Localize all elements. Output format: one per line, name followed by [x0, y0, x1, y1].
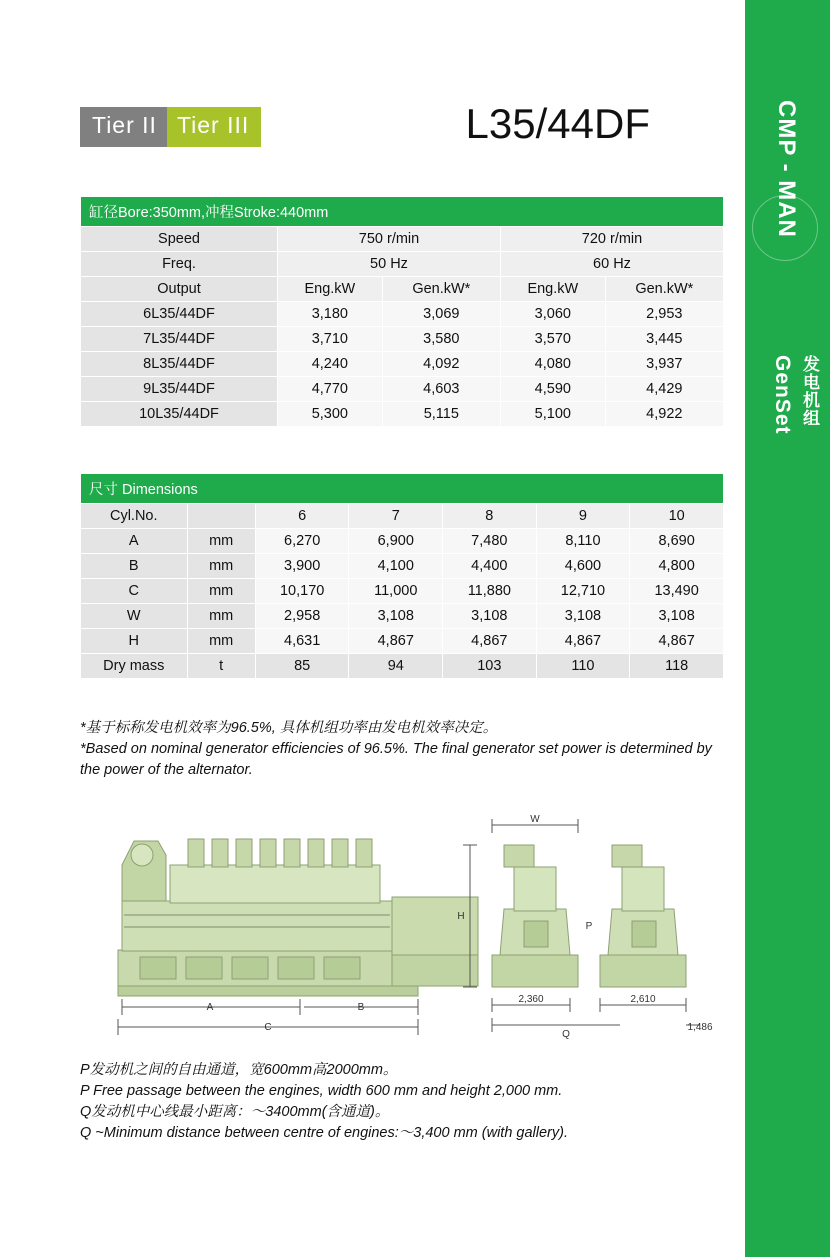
note-p-cn: P发动机之间的自由通道，宽600mm高2000mm。	[80, 1062, 398, 1078]
sidebar-divider	[740, 0, 745, 1257]
dim-value-2360: 2,360	[518, 994, 544, 1005]
tier2-badge: Tier II	[80, 107, 167, 147]
dim-row-label: A	[81, 529, 188, 554]
table-row	[81, 579, 724, 604]
dim-row-label: W	[81, 604, 188, 629]
gen-kw-60: 3,445	[605, 327, 723, 352]
model-name: 7L35/44DF	[81, 327, 278, 352]
gen-kw-50: 3,069	[382, 302, 500, 327]
dim-value: 4,800	[630, 554, 724, 579]
dim-value: 11,000	[349, 579, 443, 604]
dim-label-H: H	[457, 911, 465, 922]
dim-row-label: Dry mass	[81, 654, 188, 679]
eng-kw-60: 5,100	[500, 402, 605, 427]
dim-row-unit: mm	[187, 529, 255, 554]
dim-value: 7,480	[443, 529, 537, 554]
table-row	[81, 529, 724, 554]
dim-value: 13,490	[630, 579, 724, 604]
dim-value: 4,100	[349, 554, 443, 579]
model-name: 10L35/44DF	[81, 402, 278, 427]
gen-kw-60-header: Gen.kW*	[605, 277, 723, 302]
table-row	[81, 252, 724, 277]
table-row	[81, 302, 724, 327]
tier3-badge: Tier III	[167, 107, 261, 147]
specification-table	[80, 196, 724, 427]
dim-value: 3,108	[536, 604, 630, 629]
speed-60hz: 720 r/min	[500, 227, 723, 252]
eng-kw-60: 4,590	[500, 377, 605, 402]
table-row	[81, 654, 724, 679]
efficiency-note-en: *Based on nominal generator efficiencies of 96.5%. The final generator set power is determined by the power of the alternator.	[80, 741, 712, 779]
sidebar	[740, 0, 830, 1257]
eng-kw-50: 3,710	[278, 327, 383, 352]
dim-row-unit: mm	[187, 629, 255, 654]
dim-value: 2,958	[255, 604, 349, 629]
note-q-cn: Q发动机中心线最小距离：～3400mm(含通道)。	[80, 1104, 390, 1121]
dim-value: 4,867	[536, 629, 630, 654]
gen-kw-50: 4,092	[382, 352, 500, 377]
page-title: L35/44DF	[465, 100, 650, 147]
table-row	[81, 504, 724, 529]
dimensions-table	[80, 473, 724, 679]
eng-kw-50: 4,240	[278, 352, 383, 377]
dim-value: 3,108	[443, 604, 537, 629]
gen-kw-50: 4,603	[382, 377, 500, 402]
dim-label-Q: Q	[562, 1029, 570, 1040]
gen-kw-60: 4,429	[605, 377, 723, 402]
gen-kw-50-header: Gen.kW*	[382, 277, 500, 302]
dim-row-unit: t	[187, 654, 255, 679]
dim-col-header: 6	[255, 504, 349, 529]
dim-value: 4,631	[255, 629, 349, 654]
dim-col-header: 7	[349, 504, 443, 529]
table-row	[81, 604, 724, 629]
gen-kw-60: 4,922	[605, 402, 723, 427]
dim-label-W: W	[530, 814, 540, 825]
dim-col-header: Cyl.No.	[81, 504, 188, 529]
dim-value: 103	[443, 654, 537, 679]
dim-row-label: H	[81, 629, 188, 654]
dim-value: 4,600	[536, 554, 630, 579]
dim-value-2610: 2,610	[630, 994, 656, 1005]
dim-col-header: 8	[443, 504, 537, 529]
table-row	[81, 352, 724, 377]
freq-50hz: 50 Hz	[278, 252, 501, 277]
dim-value: 12,710	[536, 579, 630, 604]
genset-label-cn: 发电机组	[800, 355, 819, 427]
dim-row-label: B	[81, 554, 188, 579]
eng-kw-50: 3,180	[278, 302, 383, 327]
dim-value: 118	[630, 654, 724, 679]
speed-label: Speed	[81, 227, 278, 252]
spec-band-title: 缸径Bore:350mm,冲程Stroke:440mm	[81, 197, 724, 227]
dim-value: 6,900	[349, 529, 443, 554]
dim-value: 3,108	[349, 604, 443, 629]
brand-label: CMP - MAN	[773, 100, 800, 238]
eng-kw-60: 3,570	[500, 327, 605, 352]
freq-label: Freq.	[81, 252, 278, 277]
dim-value: 10,170	[255, 579, 349, 604]
dim-value-1486: 1,486	[687, 1022, 713, 1033]
dim-col-header: 10	[630, 504, 724, 529]
dim-value: 85	[255, 654, 349, 679]
dim-row-label: C	[81, 579, 188, 604]
table-row	[81, 327, 724, 352]
dim-value: 3,900	[255, 554, 349, 579]
table-row	[81, 377, 724, 402]
dim-value: 8,690	[630, 529, 724, 554]
eng-kw-60-header: Eng.kW	[500, 277, 605, 302]
eng-kw-50: 4,770	[278, 377, 383, 402]
dim-value: 110	[536, 654, 630, 679]
engine-drawing	[100, 805, 720, 1045]
note-p-en: P Free passage between the engines, width 600 mm and height 2,000 mm.	[80, 1083, 563, 1100]
passage-notes	[80, 1060, 730, 1144]
dim-value: 94	[349, 654, 443, 679]
freq-60hz: 60 Hz	[500, 252, 723, 277]
speed-50hz: 750 r/min	[278, 227, 501, 252]
dim-label-B: B	[357, 1002, 365, 1013]
dim-label-C: C	[264, 1022, 272, 1033]
gen-kw-60: 2,953	[605, 302, 723, 327]
efficiency-note-cn: *基于标称发电机效率为96.5%, 具体机组功率由发电机效率决定。	[80, 720, 498, 736]
dim-row-unit: mm	[187, 579, 255, 604]
model-name: 8L35/44DF	[81, 352, 278, 377]
output-label: Output	[81, 277, 278, 302]
engine-drawing-svg	[100, 805, 720, 1045]
eng-kw-60: 3,060	[500, 302, 605, 327]
gen-kw-50: 5,115	[382, 402, 500, 427]
dim-value: 4,867	[349, 629, 443, 654]
dim-value: 11,880	[443, 579, 537, 604]
dim-col-header	[187, 504, 255, 529]
note-q-en: Q ~Minimum distance between centre of engines:～3,400 mm (with gallery).	[80, 1125, 568, 1142]
dim-band-title: 尺寸 Dimensions	[81, 474, 724, 504]
table-row	[81, 402, 724, 427]
dim-row-unit: mm	[187, 604, 255, 629]
eng-kw-50-header: Eng.kW	[278, 277, 383, 302]
eng-kw-50: 5,300	[278, 402, 383, 427]
table-row	[81, 277, 724, 302]
table-row	[81, 554, 724, 579]
dim-label-P: P	[585, 921, 593, 932]
gen-kw-50: 3,580	[382, 327, 500, 352]
dim-value: 4,867	[630, 629, 724, 654]
dim-label-A: A	[206, 1002, 214, 1013]
dim-col-header: 9	[536, 504, 630, 529]
table-row	[81, 629, 724, 654]
model-name: 6L35/44DF	[81, 302, 278, 327]
gen-kw-60: 3,937	[605, 352, 723, 377]
dim-value: 6,270	[255, 529, 349, 554]
dim-row-unit: mm	[187, 554, 255, 579]
dim-value: 8,110	[536, 529, 630, 554]
eng-kw-60: 4,080	[500, 352, 605, 377]
table-row	[81, 197, 724, 227]
dim-value: 3,108	[630, 604, 724, 629]
genset-label-en: GenSet	[771, 355, 794, 435]
table-row	[81, 227, 724, 252]
dim-value: 4,400	[443, 554, 537, 579]
table-row	[81, 474, 724, 504]
efficiency-note	[80, 718, 730, 781]
model-name: 9L35/44DF	[81, 377, 278, 402]
dim-value: 4,867	[443, 629, 537, 654]
